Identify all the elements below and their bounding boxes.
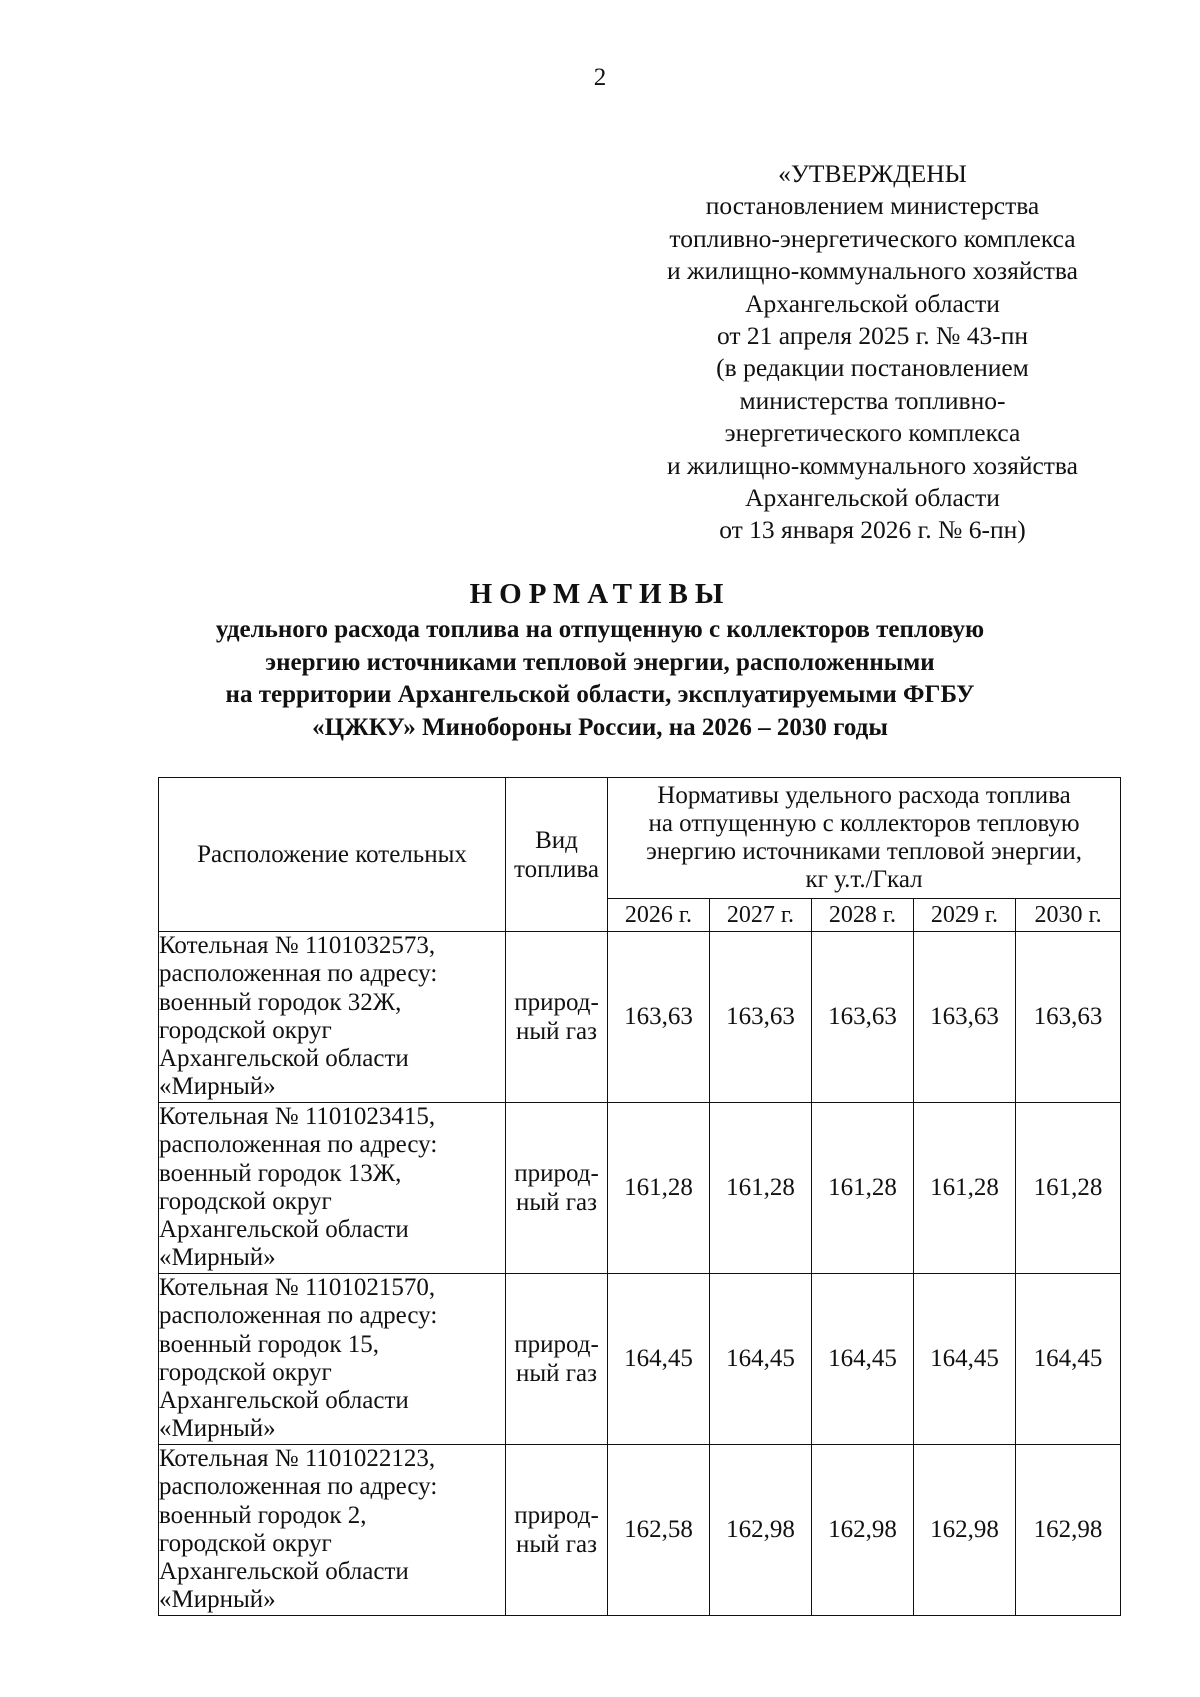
fuel-line: ный газ [515, 1360, 598, 1387]
norm-value: 164,45 [1016, 1274, 1121, 1445]
subtitle-line: «ЦЖКУ» Минобороны России, на 2026 – 2030 годы [312, 713, 888, 741]
fuel-line: ный газ [515, 1531, 598, 1558]
approval-line: (в редакции постановлением [716, 353, 1029, 383]
fuel-type [506, 1103, 608, 1274]
location-line: военный городок 2, [159, 1501, 367, 1529]
approval-line: постановлением министерства [705, 191, 1040, 221]
norm-value: 164,45 [914, 1274, 1016, 1445]
fuel-type [506, 1274, 608, 1445]
fuel-line: природ- [514, 989, 599, 1016]
boiler-location [159, 1274, 506, 1445]
norm-value: 161,28 [710, 1103, 812, 1274]
location-line: «Мирный» [159, 1244, 276, 1272]
approval-line: от 13 января 2026 г. № 6-пн) [719, 515, 1026, 545]
header-year: 2026 г. [608, 899, 710, 932]
norm-value: 161,28 [914, 1103, 1016, 1274]
location-line: городской округ [159, 1187, 332, 1215]
subtitle-line: удельного расхода топлива на отпущенную с коллекторов тепловую [215, 616, 985, 643]
location-line: военный городок 32Ж, [159, 988, 402, 1016]
page-number: 2 [593, 64, 607, 91]
norm-value: 164,45 [710, 1274, 812, 1445]
fuel-type [506, 932, 608, 1103]
boiler-location [159, 1445, 506, 1616]
location-line: военный городок 15, [159, 1330, 379, 1358]
fuel-line: природ- [514, 1502, 599, 1529]
norm-value: 163,63 [812, 932, 914, 1103]
norm-value: 161,28 [1016, 1103, 1121, 1274]
norm-value: 164,45 [812, 1274, 914, 1445]
norm-value: 161,28 [608, 1103, 710, 1274]
location-line: расположенная по адресу: [159, 1131, 438, 1159]
document-title: НОРМАТИВЫ [469, 578, 731, 610]
norm-value: 162,98 [812, 1445, 914, 1616]
header-location: Расположение котельных [159, 778, 506, 932]
table-row [159, 1274, 1121, 1445]
header-norms [608, 778, 1121, 899]
location-line: расположенная по адресу: [159, 1473, 438, 1501]
approval-line: энергетического комплекса [724, 418, 1021, 448]
norm-value: 163,63 [1016, 932, 1121, 1103]
approval-line: от 21 апреля 2025 г. № 43-пн [716, 321, 1029, 351]
header-fuel-line: топлива [514, 855, 599, 883]
approval-line: министерства топливно- [739, 385, 1006, 415]
header-norm-line: Нормативы удельного расхода топлива [657, 782, 1071, 809]
approval-line: и жилищно-коммунального хозяйства [667, 256, 1078, 286]
approval-line: топливно-энергетического комплекса [669, 223, 1076, 253]
location-line: городской округ [159, 1358, 332, 1386]
subtitle-line: на территории Архангельской области, эксплуатируемыми ФГБУ [225, 681, 975, 708]
location-line: Архангельской области [159, 1558, 409, 1586]
location-line: Котельная № 1101022123, [159, 1445, 436, 1472]
header-norm-line: кг у.т./Гкал [805, 866, 923, 893]
location-line: «Мирный» [159, 1415, 276, 1443]
header-norm-line: энергию источниками тепловой энергии, [646, 838, 1082, 865]
header-year: 2027 г. [710, 899, 812, 932]
location-line: Котельная № 1101032573, [159, 932, 436, 959]
norm-value: 164,45 [608, 1274, 710, 1445]
norm-value: 162,98 [710, 1445, 812, 1616]
header-year: 2030 г. [1016, 899, 1121, 932]
header-year: 2028 г. [812, 899, 914, 932]
norm-value: 163,63 [914, 932, 1016, 1103]
fuel-line: природ- [514, 1160, 599, 1187]
norm-value: 162,98 [914, 1445, 1016, 1616]
header-norm-line: на отпущенную с коллекторов тепловую [648, 810, 1080, 837]
approval-block [600, 158, 1145, 547]
location-line: городской округ [159, 1016, 332, 1044]
table-row [159, 1445, 1121, 1616]
location-line: расположенная по адресу: [159, 1302, 438, 1330]
location-line: «Мирный» [159, 1586, 276, 1614]
location-line: расположенная по адресу: [159, 960, 438, 988]
table-row [159, 932, 1121, 1103]
norms-table [158, 777, 1121, 1616]
location-line: Котельная № 1101021570, [159, 1274, 436, 1301]
document-subtitle [100, 614, 1100, 744]
norm-value: 162,58 [608, 1445, 710, 1616]
norm-value: 161,28 [812, 1103, 914, 1274]
location-line: Архангельской области [159, 1216, 409, 1244]
header-fuel-type [506, 778, 608, 932]
boiler-location [159, 1103, 506, 1274]
table-header-row [159, 778, 1121, 899]
norm-value: 163,63 [608, 932, 710, 1103]
location-line: Котельная № 1101023415, [159, 1103, 436, 1130]
header-fuel-line: Вид [535, 826, 578, 854]
location-line: военный городок 13Ж, [159, 1159, 402, 1187]
approval-line: Архангельской области [745, 483, 1000, 513]
location-line: «Мирный» [159, 1073, 276, 1101]
norm-value: 162,98 [1016, 1445, 1121, 1616]
fuel-type [506, 1445, 608, 1616]
approval-line: «УТВЕРЖДЕНЫ [778, 159, 967, 188]
fuel-line: ный газ [515, 1018, 598, 1045]
subtitle-line: энергию источниками тепловой энергии, расположенными [265, 648, 935, 676]
norm-value: 163,63 [710, 932, 812, 1103]
header-year: 2029 г. [914, 899, 1016, 932]
fuel-line: ный газ [515, 1189, 598, 1216]
approval-line: и жилищно-коммунального хозяйства [667, 450, 1078, 480]
boiler-location [159, 932, 506, 1103]
approval-line: Архангельской области [745, 288, 1000, 318]
location-line: Архангельской области [159, 1045, 409, 1073]
table-row [159, 1103, 1121, 1274]
location-line: городской округ [159, 1529, 332, 1557]
fuel-line: природ- [514, 1331, 599, 1358]
location-line: Архангельской области [159, 1387, 409, 1415]
